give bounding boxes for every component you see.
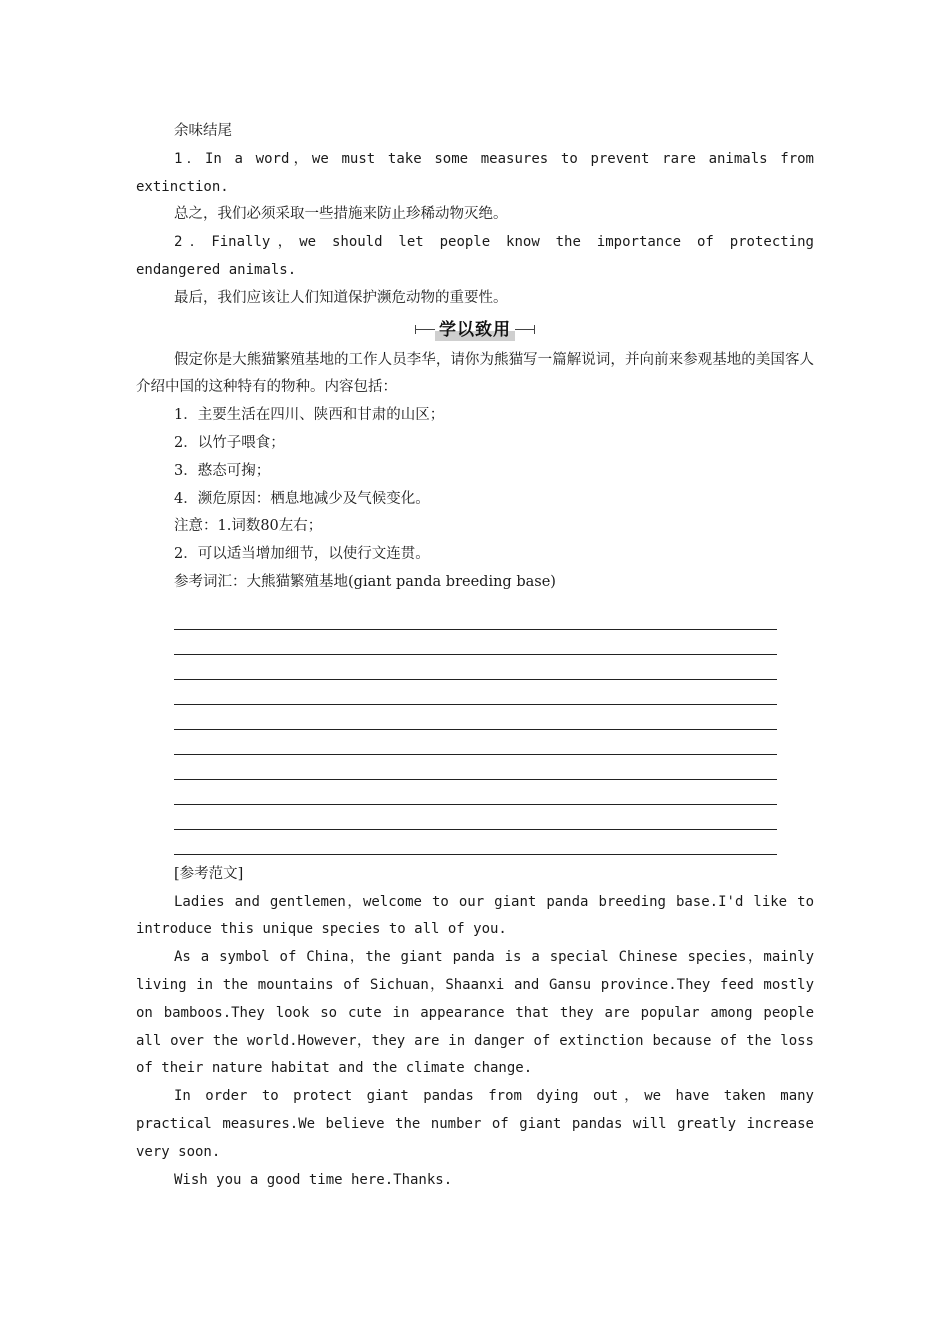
practice-banner — [136, 313, 814, 347]
writing-line[interactable] — [174, 805, 777, 830]
practice-vocab: 参考词汇：大熊猫繁殖基地(giant panda breeding base) — [174, 573, 556, 590]
practice-note-2: 2．可以适当增加细节，以使行文连贯。 — [174, 546, 430, 563]
section-heading-ending: 余味结尾 — [174, 123, 232, 139]
practice-note-1: 注意：1.词数80左右； — [174, 518, 323, 535]
ending-sentence-2-zh: 最后，我们应该让人们知道保护濒危动物的重要性。 — [174, 289, 508, 306]
reference-heading: [参考范文] — [174, 865, 244, 882]
reference-paragraph-2: As a symbol of China，the giant panda is a special Chinese species，mainly living in the mountains of Sichuan，Shaanxi and Gansu province.They feed mostly on bamboos.They look so cute in appearance that they are popular among people all over the world.However，they are in danger of extinction because of the loss of their nature habitat and the climate change. — [136, 949, 814, 1077]
practice-point-4: 4．濒危原因：栖息地减少及气候变化。 — [174, 490, 430, 507]
ending-sentence-1-zh: 总之，我们必须采取一些措施来防止珍稀动物灭绝。 — [174, 206, 508, 223]
practice-point-2: 2．以竹子喂食； — [174, 434, 285, 451]
banner-left-bracket — [415, 329, 435, 330]
writing-line[interactable] — [174, 630, 777, 655]
reference-paragraph-4: Wish you a good time here.Thanks. — [174, 1171, 453, 1188]
document-content — [136, 118, 814, 1194]
writing-area[interactable] — [174, 605, 777, 855]
writing-line[interactable] — [174, 780, 777, 805]
practice-banner-title: 学以致用 — [435, 319, 515, 341]
writing-line[interactable] — [174, 830, 777, 855]
practice-point-1: 1．主要生活在四川、陕西和甘肃的山区； — [174, 407, 445, 424]
practice-point-3: 3．憨态可掬； — [174, 462, 271, 479]
practice-prompt: 假定你是大熊猫繁殖基地的工作人员李华，请你为熊猫写一篇解说词，并向前来参观基地的美国客人介绍中国的这种特有的物种。内容包括： — [136, 351, 814, 396]
writing-line[interactable] — [174, 605, 777, 630]
writing-line[interactable] — [174, 730, 777, 755]
reference-paragraph-1: Ladies and gentlemen，welcome to our giant panda breeding base.I'd like to introduce this unique species to all of you. — [136, 893, 814, 938]
banner-right-bracket — [515, 329, 535, 330]
writing-line[interactable] — [174, 705, 777, 730]
reference-paragraph-3: In order to protect giant pandas from dying out，we have taken many practical measures.We believe the number of giant pandas will greatly increase very soon. — [136, 1088, 814, 1160]
writing-line[interactable] — [174, 655, 777, 680]
writing-line[interactable] — [174, 680, 777, 705]
ending-sentence-1-en: 1．In a word，we must take some measures to prevent rare animals from extinction. — [136, 150, 814, 195]
writing-line[interactable] — [174, 755, 777, 780]
ending-sentence-2-en: 2．Finally，we should let people know the importance of protecting endangered animals. — [136, 234, 814, 278]
